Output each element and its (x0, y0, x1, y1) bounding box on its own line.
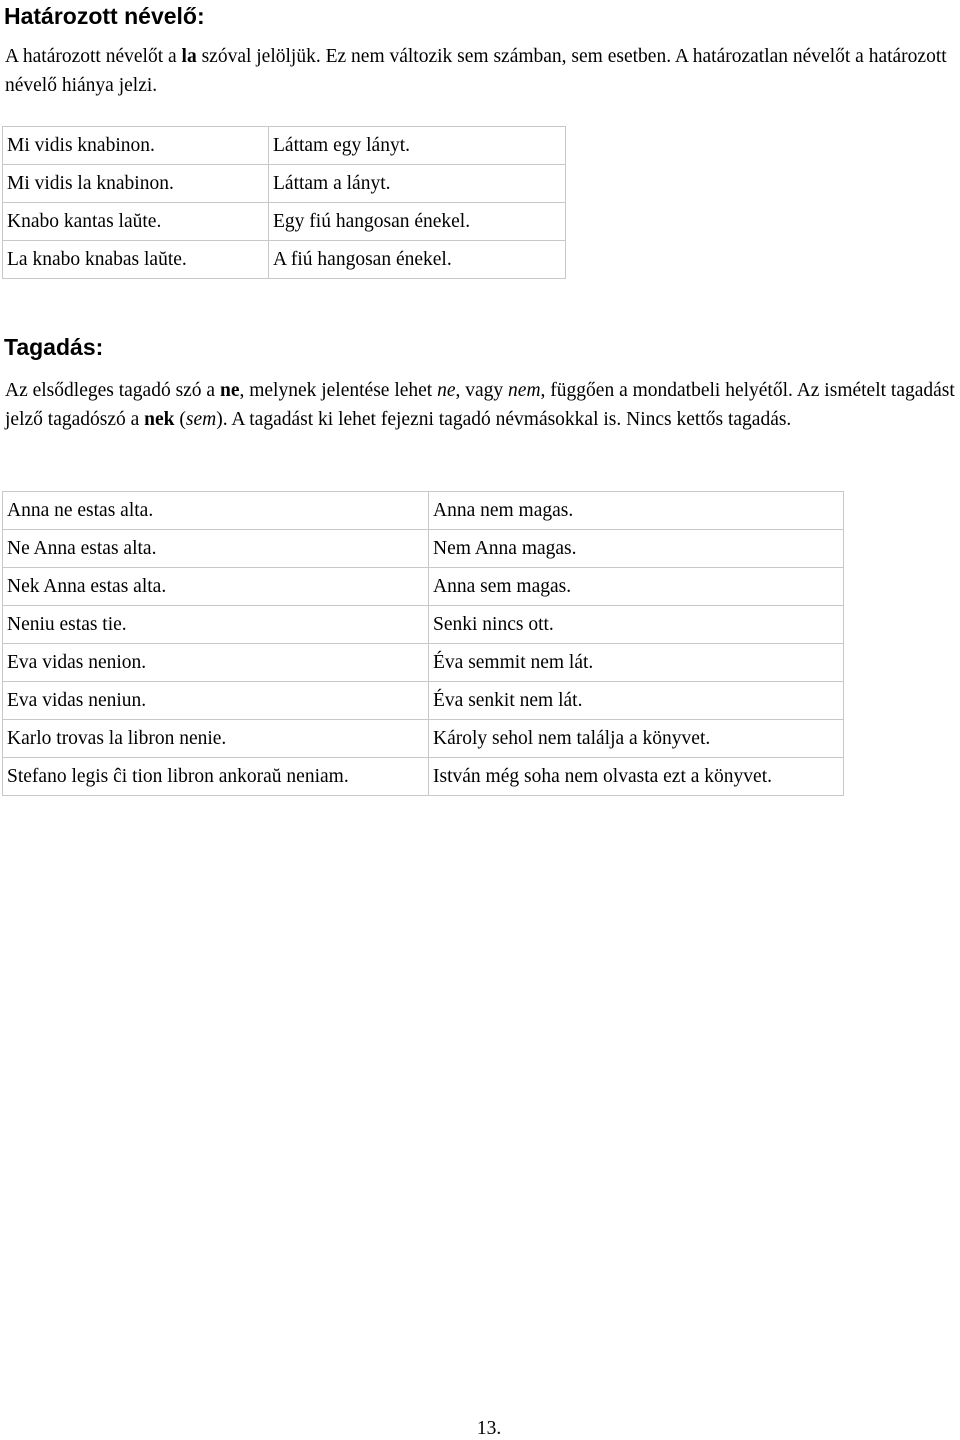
hungarian-cell: Egy fiú hangosan énekel. (269, 203, 566, 241)
table-row (3, 720, 844, 758)
hungarian-cell: István még soha nem olvasta ezt a könyvet. (429, 758, 844, 796)
paragraph-italic-term: sem (185, 409, 217, 430)
section-heading-negation: Tagadás: (4, 334, 104, 360)
paragraph-text: Az elsődleges tagadó szó a (5, 380, 220, 401)
table-row (3, 530, 844, 568)
table-row (3, 568, 844, 606)
section-heading-definite-article: Határozott névelő: (4, 3, 205, 29)
table-row (3, 758, 844, 796)
esperanto-cell: Anna ne estas alta. (3, 492, 429, 530)
table-row (3, 644, 844, 682)
paragraph-bold-term: nek (144, 409, 175, 430)
hungarian-cell: Láttam a lányt. (269, 165, 566, 203)
esperanto-cell: Eva vidas neniun. (3, 682, 429, 720)
definite-article-paragraph (5, 42, 960, 100)
page-number: 13. (476, 1418, 502, 1439)
table-row (3, 492, 844, 530)
paragraph-bold-term: la (181, 46, 197, 67)
hungarian-cell: Éva senkit nem lát. (429, 682, 844, 720)
hungarian-cell: Anna sem magas. (429, 568, 844, 606)
paragraph-text: szóval jelöljük. Ez nem változik sem számban, sem esetben. A határozatlan névelőt a határozott névelő hiánya jelzi. (5, 46, 947, 96)
paragraph-italic-term: nem (508, 380, 541, 401)
esperanto-cell: Karlo trovas la libron nenie. (3, 720, 429, 758)
paragraph-text: ( (174, 409, 186, 430)
definite-article-examples-table (2, 126, 566, 279)
hungarian-cell: Nem Anna magas. (429, 530, 844, 568)
hungarian-cell: Anna nem magas. (429, 492, 844, 530)
hungarian-cell: A fiú hangosan énekel. (269, 241, 566, 279)
esperanto-cell: Mi vidis knabinon. (3, 127, 269, 165)
paragraph-text: , vagy (455, 380, 509, 401)
hungarian-cell: Károly sehol nem találja a könyvet. (429, 720, 844, 758)
esperanto-cell: Ne Anna estas alta. (3, 530, 429, 568)
esperanto-cell: La knabo knabas laŭte. (3, 241, 269, 279)
esperanto-cell: Stefano legis ĉi tion libron ankoraŭ neniam. (3, 758, 429, 796)
negation-paragraph (5, 376, 960, 434)
paragraph-text: ). A tagadást ki lehet fejezni tagadó névmásokkal is. Nincs kettős tagadás. (216, 409, 792, 430)
table-row (3, 127, 566, 165)
esperanto-cell: Mi vidis la knabinon. (3, 165, 269, 203)
paragraph-bold-term: ne (219, 380, 240, 401)
paragraph-text: A határozott névelőt a (5, 46, 182, 67)
esperanto-cell: Eva vidas nenion. (3, 644, 429, 682)
table-row (3, 203, 566, 241)
paragraph-text: , függően a mondatbeli helyétől. Az ismételt tagadást jelző tagadószó a (5, 380, 955, 430)
negation-examples-table (2, 491, 844, 796)
table-row (3, 241, 566, 279)
paragraph-italic-term: ne (437, 380, 456, 401)
table-row (3, 682, 844, 720)
paragraph-text: , melynek jelentése lehet (239, 380, 438, 401)
table-row (3, 165, 566, 203)
hungarian-cell: Láttam egy lányt. (269, 127, 566, 165)
table-row (3, 606, 844, 644)
hungarian-cell: Éva semmit nem lát. (429, 644, 844, 682)
hungarian-cell: Senki nincs ott. (429, 606, 844, 644)
esperanto-cell: Neniu estas tie. (3, 606, 429, 644)
esperanto-cell: Nek Anna estas alta. (3, 568, 429, 606)
esperanto-cell: Knabo kantas laŭte. (3, 203, 269, 241)
